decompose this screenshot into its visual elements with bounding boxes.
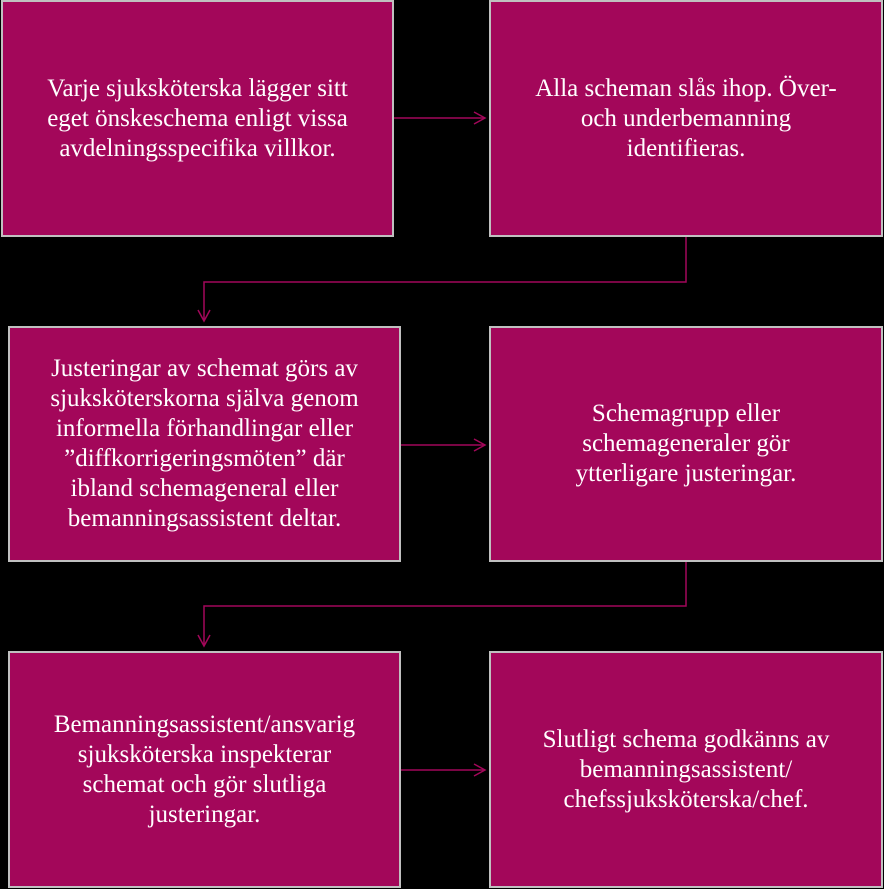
step-3-box: [8, 326, 401, 562]
arrow-step5-to-step6: [401, 764, 485, 776]
step-5-text: Bemanningsassistent/ansvarig sjuksköterska inspekterar schemat och gör slutliga justeringar.: [53, 710, 356, 828]
arrow-step2-to-step3: [198, 237, 686, 321]
arrow-step4-to-step5: [198, 562, 686, 646]
step-1-text: Varje sjuksköterska lägger sitt eget önskeschema enligt vissa avdelningsspecifika villkor.: [47, 74, 348, 162]
step-1-box: [1, 0, 394, 237]
step-2-text: Alla scheman slås ihop. Över- och underbemanning identifieras.: [535, 74, 837, 162]
step-6-text: Slutligt schema godkänns av bemanningsassistent/ chefssjuksköterska/chef.: [542, 725, 830, 813]
step-6-box: [489, 651, 883, 888]
step-2-box: [489, 0, 883, 237]
step-4-text: Schemagrupp eller schemageneraler gör ytterligare justeringar.: [575, 400, 797, 487]
step-4-box: [489, 326, 883, 562]
arrow-step3-to-step4: [401, 439, 485, 451]
step-3-text: Justeringar av schemat görs av sjuksköterskorna själva genom informella förhandlingar eller ”diffkorrigeringsmöten” där ibland schemageneral eller bemanningsassistent deltar.: [50, 355, 359, 532]
step-5-box: [8, 651, 401, 888]
arrow-step1-to-step2: [394, 112, 485, 124]
